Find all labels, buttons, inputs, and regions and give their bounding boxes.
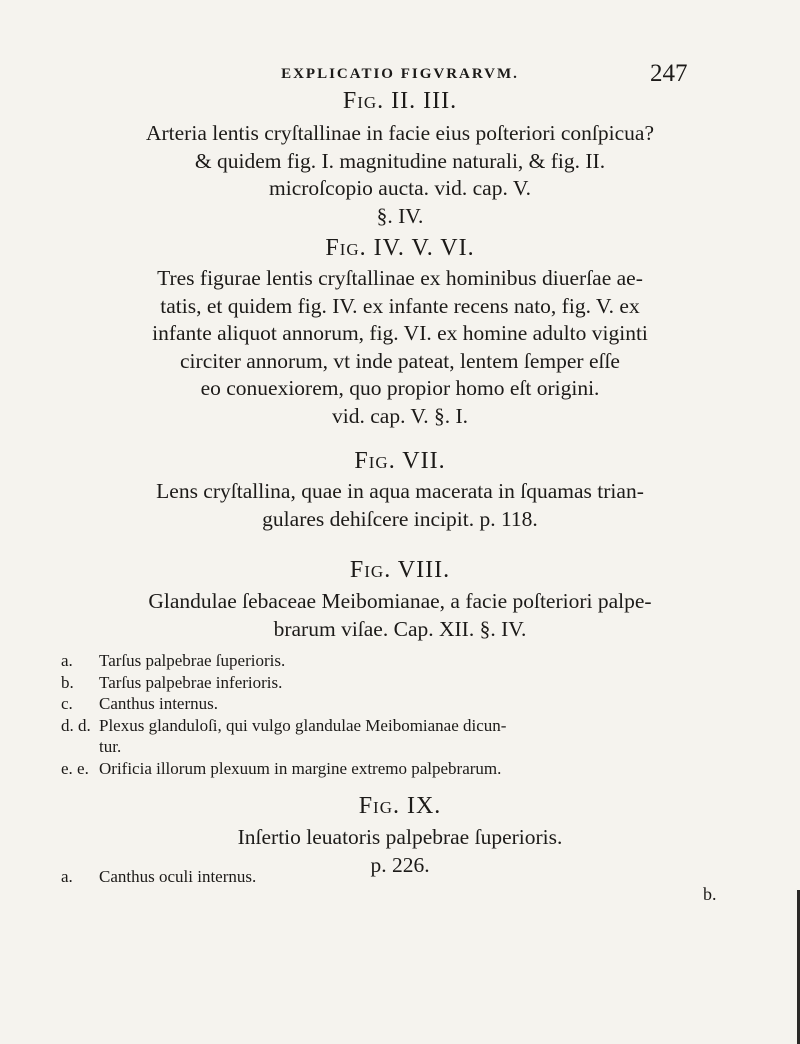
text-line: brarum viſae. Cap. XII. §. IV. <box>273 616 527 641</box>
figure-heading: Fig. VIII. <box>349 557 451 583</box>
figure-description <box>60 478 740 533</box>
figure-heading: Fig. II. III. <box>342 88 458 114</box>
text-line: eo conuexiorem, quo propior homo eſt origini. <box>200 376 600 400</box>
legend-text: Canthus internus. <box>99 694 218 713</box>
text-line: §. IV. <box>376 203 424 228</box>
legend-text: Tarſus palpebrae ſuperioris. <box>99 651 286 670</box>
page-number: 247 <box>650 60 688 87</box>
text-line: p. 226. <box>370 852 430 877</box>
figure-description <box>60 120 740 230</box>
legend-item <box>61 693 741 715</box>
figure-legend <box>61 866 741 888</box>
legend-item <box>61 758 741 780</box>
figure-heading: Fig. VII. <box>354 448 446 474</box>
text-line: tatis, et quidem fig. IV. ex infante recens nato, fig. V. ex <box>160 293 640 318</box>
figure-legend <box>61 650 741 779</box>
legend-item <box>61 715 741 737</box>
text-line: circiter annorum, vt inde pateat, lentem ſemper eſſe <box>180 348 620 373</box>
legend-text: Tarſus palpebrae inferioris. <box>99 672 283 692</box>
figure-description <box>60 588 740 643</box>
legend-key: c. <box>61 694 73 713</box>
figure-heading: Fig. IX. <box>358 793 442 819</box>
text-line: microſcopio aucta. vid. cap. V. <box>269 176 531 200</box>
running-title: EXPLICATIO FIGVRARVM. <box>281 66 519 82</box>
legend-letter: b. <box>703 884 717 904</box>
legend-item <box>61 672 741 694</box>
text-line: vid. cap. V. §. I. <box>332 403 468 428</box>
legend-key: e. e. <box>61 758 89 778</box>
figure-description <box>60 265 740 430</box>
legend-key: a. <box>61 651 73 670</box>
figure-heading: Fig. IV. V. VI. <box>325 235 475 261</box>
text-line: gulares dehiſcere incipit. p. 118. <box>262 506 538 531</box>
text-line: infante aliquot annorum, fig. VI. ex homine adulto viginti <box>152 321 648 345</box>
text-line: Glandulae ſebaceae Meibomianae, a facie poſteriori palpe- <box>148 589 652 613</box>
legend-continuation: tur. <box>99 737 122 756</box>
legend-key: a. <box>61 867 73 886</box>
legend-key: b. <box>61 672 74 692</box>
text-line: Inſertio leuatoris palpebrae ſuperioris. <box>237 825 563 849</box>
legend-key: d. d. <box>61 715 91 735</box>
legend-text: Orificia illorum plexuum in margine extremo palpebrarum. <box>99 758 502 778</box>
legend-item <box>61 650 741 672</box>
legend-text: Canthus oculi internus. <box>99 867 257 886</box>
legend-item <box>61 866 741 888</box>
legend-text: Plexus glanduloſi, qui vulgo glandulae Meibomianae dicun- <box>99 715 507 735</box>
text-line: & quidem fig. I. magnitudine naturali, & fig. II. <box>194 148 606 173</box>
text-line: Arteria lentis cryſtallinae in facie eius poſteriori conſpicua? <box>145 121 655 145</box>
text-line: Tres figurae lentis cryſtallinae ex hominibus diuerſae ae- <box>157 266 643 290</box>
text-line: Lens cryſtallina, quae in aqua macerata in ſquamas trian- <box>156 479 644 503</box>
